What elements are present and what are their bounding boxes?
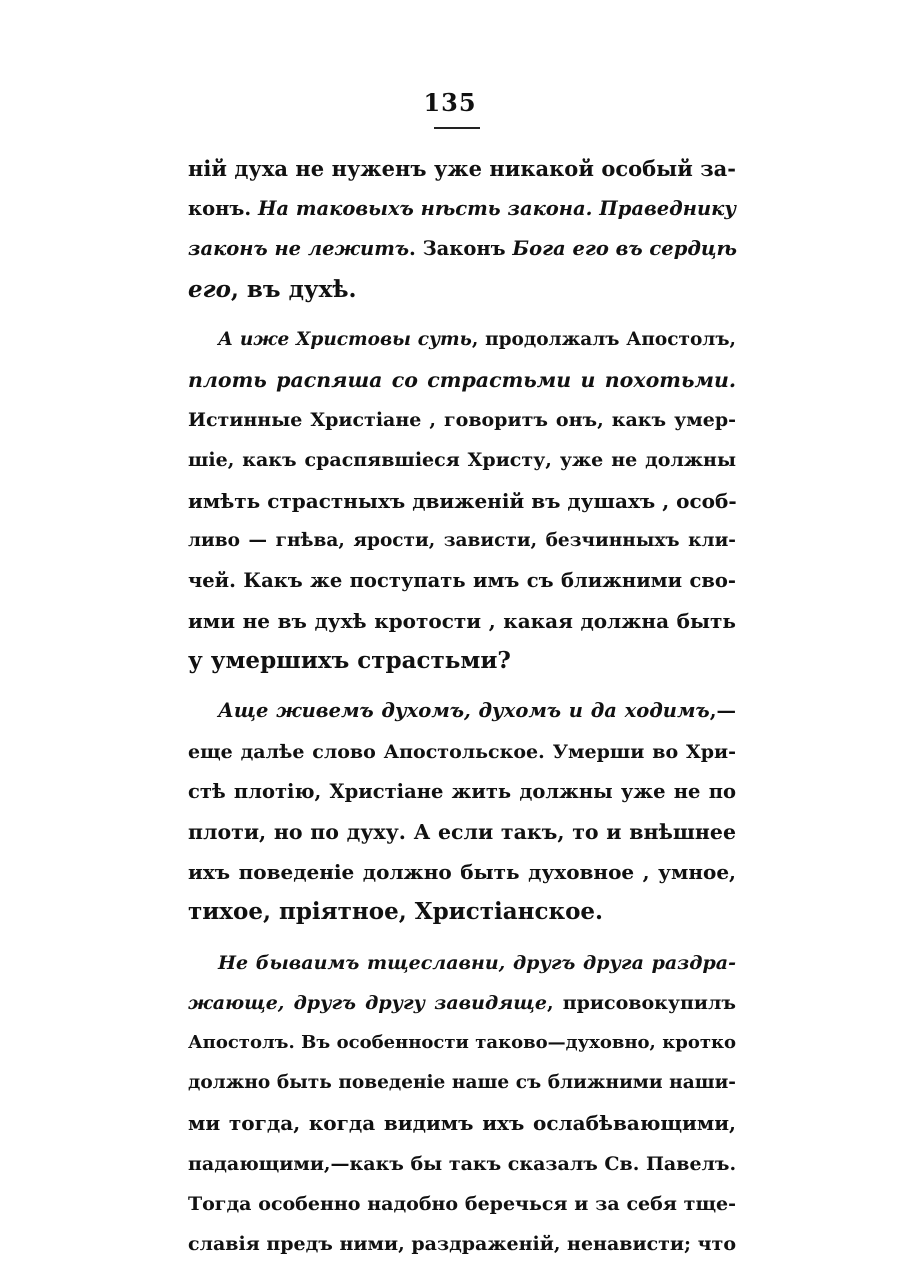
text-line: чей. Какъ же поступать имъ съ ближними сво- [188, 568, 736, 592]
body-text [188, 149, 736, 1264]
text-line: законъ не лежитъ. Законъ Бога его въ сердцѣ [188, 237, 738, 261]
text-line: падающими,—какъ бы такъ сказалъ Св. Павелъ. [188, 1152, 737, 1175]
text-line: ливо — гнѣва, ярости, зависти, безчинныхъ кли- [188, 529, 736, 551]
text-line: Не бываимъ тщеславни, другъ друга раздра- [218, 951, 736, 974]
text-line: А иже Христовы суть, продолжалъ Апостолъ, [218, 328, 736, 350]
paragraph-gap [188, 933, 736, 943]
text-line: плоть распяша со страстьми и похотьми. [188, 367, 736, 392]
paragraph-gap [188, 681, 736, 691]
text-line: Тогда особенно надобно беречься и за себя тще- [188, 1192, 736, 1215]
text-line: ній духа не нуженъ уже никакой особый за- [188, 156, 736, 181]
text-line: ими не въ духѣ кротости , какая должна быть [188, 609, 736, 634]
text-line: тихое, пріятное, Христіанское. [188, 898, 604, 926]
text-line: ми тогда, когда видимъ ихъ ослабѣвающими, [188, 1111, 736, 1136]
text-line: конъ. На таковыхъ нѣсть закона. Праведнику [188, 197, 736, 221]
text-line: имѣть страстныхъ движеній въ душахъ , особ- [188, 488, 737, 513]
page-number: 135 [423, 88, 477, 117]
text-line: шіе, какъ сраспявшіеся Христу, уже не должны [188, 449, 736, 472]
text-line: славія предъ ними, раздраженій, ненависти; что [188, 1232, 736, 1255]
text-line: плоти, но по духу. А если такъ, то и внѣшнее [188, 820, 736, 844]
text-line: еще далѣе слово Апостольское. Умерши во Хри- [188, 740, 736, 763]
text-line: Апостолъ. Въ особенности таково—духовно, кротко [188, 1031, 736, 1053]
text-line: Истинные Христіане , говоритъ онъ, какъ умер- [188, 409, 736, 432]
paragraph-gap [188, 310, 736, 320]
text-line: должно быть поведеніе наше съ ближними наши- [188, 1072, 736, 1094]
page-number-rule [434, 127, 480, 129]
text-line: стѣ плотію, Христіане жить должны уже не по [188, 779, 736, 803]
text-line: его, въ духѣ. [188, 275, 357, 303]
text-line: Аще живемъ духомъ, духомъ и да ходимъ,— [218, 699, 736, 723]
text-line: ихъ поведеніе должно быть духовное , умное, [188, 860, 736, 885]
text-line: жающе, другъ другу завидяще, присовокупилъ [188, 991, 736, 1014]
text-line: у умершихъ страстьми? [188, 647, 511, 675]
